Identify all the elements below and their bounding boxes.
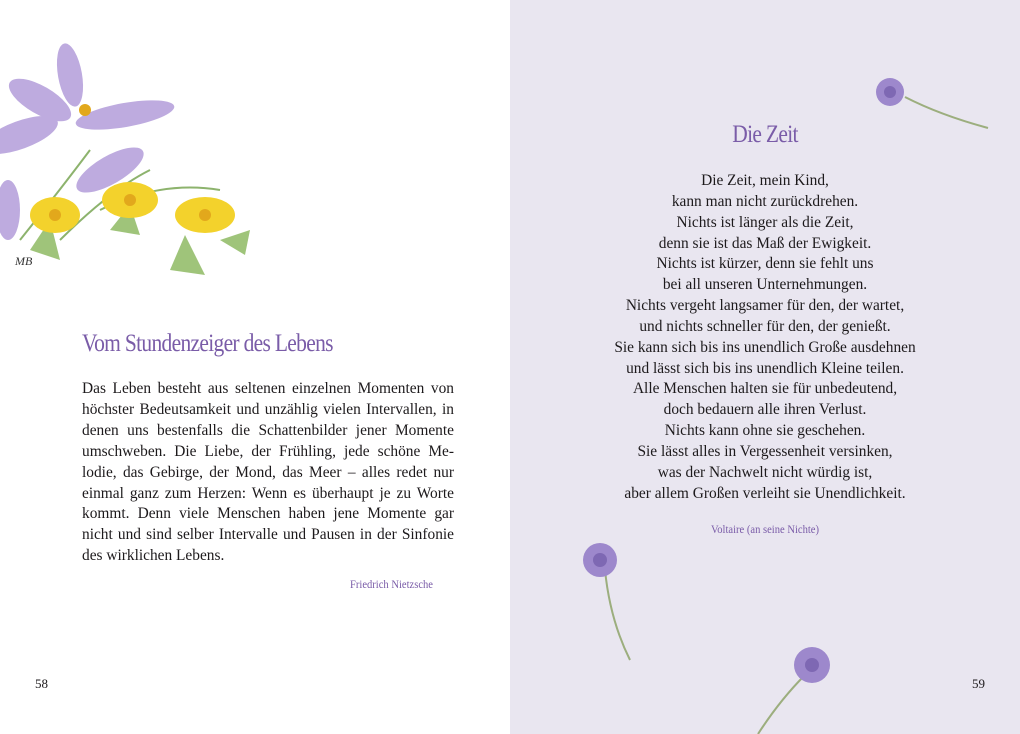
poem-line: doch bedauern alle ihren Verlust. xyxy=(663,401,867,419)
text-line: kommt. Denn viele Menschen haben jene Momente gar xyxy=(82,505,454,523)
poem-line: Sie lässt alles in Vergessenheit versinken, xyxy=(637,442,893,460)
poem-line: Nichts kann ohne sie geschehen. xyxy=(664,422,866,440)
poem-line: Nichts vergeht langsamer für den, der wartet, xyxy=(625,297,905,315)
poem-line: bei all unseren Unternehmungen. xyxy=(662,276,868,294)
poem-line: Die Zeit, mein Kind, xyxy=(701,172,829,189)
poem-line: Sie kann sich bis ins unendlich Große ausdehnen xyxy=(614,338,916,356)
text-line: lodie, das Gebirge, der Mond, das Meer – alles redet nur xyxy=(82,463,454,481)
poem-line: und lässt sich bis ins unendlich Kleine teilen. xyxy=(626,359,904,377)
poem-text xyxy=(510,171,1020,505)
poem-line: denn sie ist das Maß der Ewigkeit. xyxy=(658,234,872,252)
text-line: höchster Bedeutsamkeit und unzählig vielen Intervallen, in xyxy=(82,400,454,418)
poem-line: Alle Menschen halten sie für unbedeutend, xyxy=(632,380,898,398)
illustrator-signature: MB xyxy=(15,254,33,268)
body-text xyxy=(82,379,454,567)
text-line: des wirklichen Lebens. xyxy=(82,547,225,565)
poem-line: kann man nicht zurückdrehen. xyxy=(671,192,859,210)
attribution: Voltaire (an seine Nichte) xyxy=(710,522,819,536)
page-title: Vom Stundenzeiger des Lebens xyxy=(82,330,333,357)
text-line: einmal ganz zum Herzen: Wenn es überhaupt je zu Worte xyxy=(82,484,454,502)
page-number: 58 xyxy=(35,676,48,691)
page-number: 59 xyxy=(972,676,985,691)
poem-line: Nichts ist kürzer, denn sie fehlt uns xyxy=(656,255,874,273)
crocus-flower-illustration xyxy=(0,40,270,320)
text-line: nicht und sind selber Intervalle und Pausen in der Sinfonie xyxy=(82,526,454,544)
poem-line: was der Nachwelt nicht würdig ist, xyxy=(657,463,873,481)
poem-title: Die Zeit xyxy=(732,121,798,148)
text-line: Das Leben besteht aus seltenen einzelnen Momenten von xyxy=(82,380,454,397)
poem-line: und nichts schneller für den, der genießt. xyxy=(639,317,891,335)
poem-line: aber allem Großen verleiht sie Unendlichkeit. xyxy=(624,484,906,502)
text-line: denen uns bestenfalls die Schattenbilder jener Momente xyxy=(82,421,454,439)
text-line: umschweben. Die Liebe, der Frühling, jede schöne Me- xyxy=(82,442,454,460)
right-page xyxy=(510,0,1020,734)
poem-line: Nichts ist länger als die Zeit, xyxy=(676,213,854,231)
attribution: Friedrich Nietzsche xyxy=(350,577,433,591)
